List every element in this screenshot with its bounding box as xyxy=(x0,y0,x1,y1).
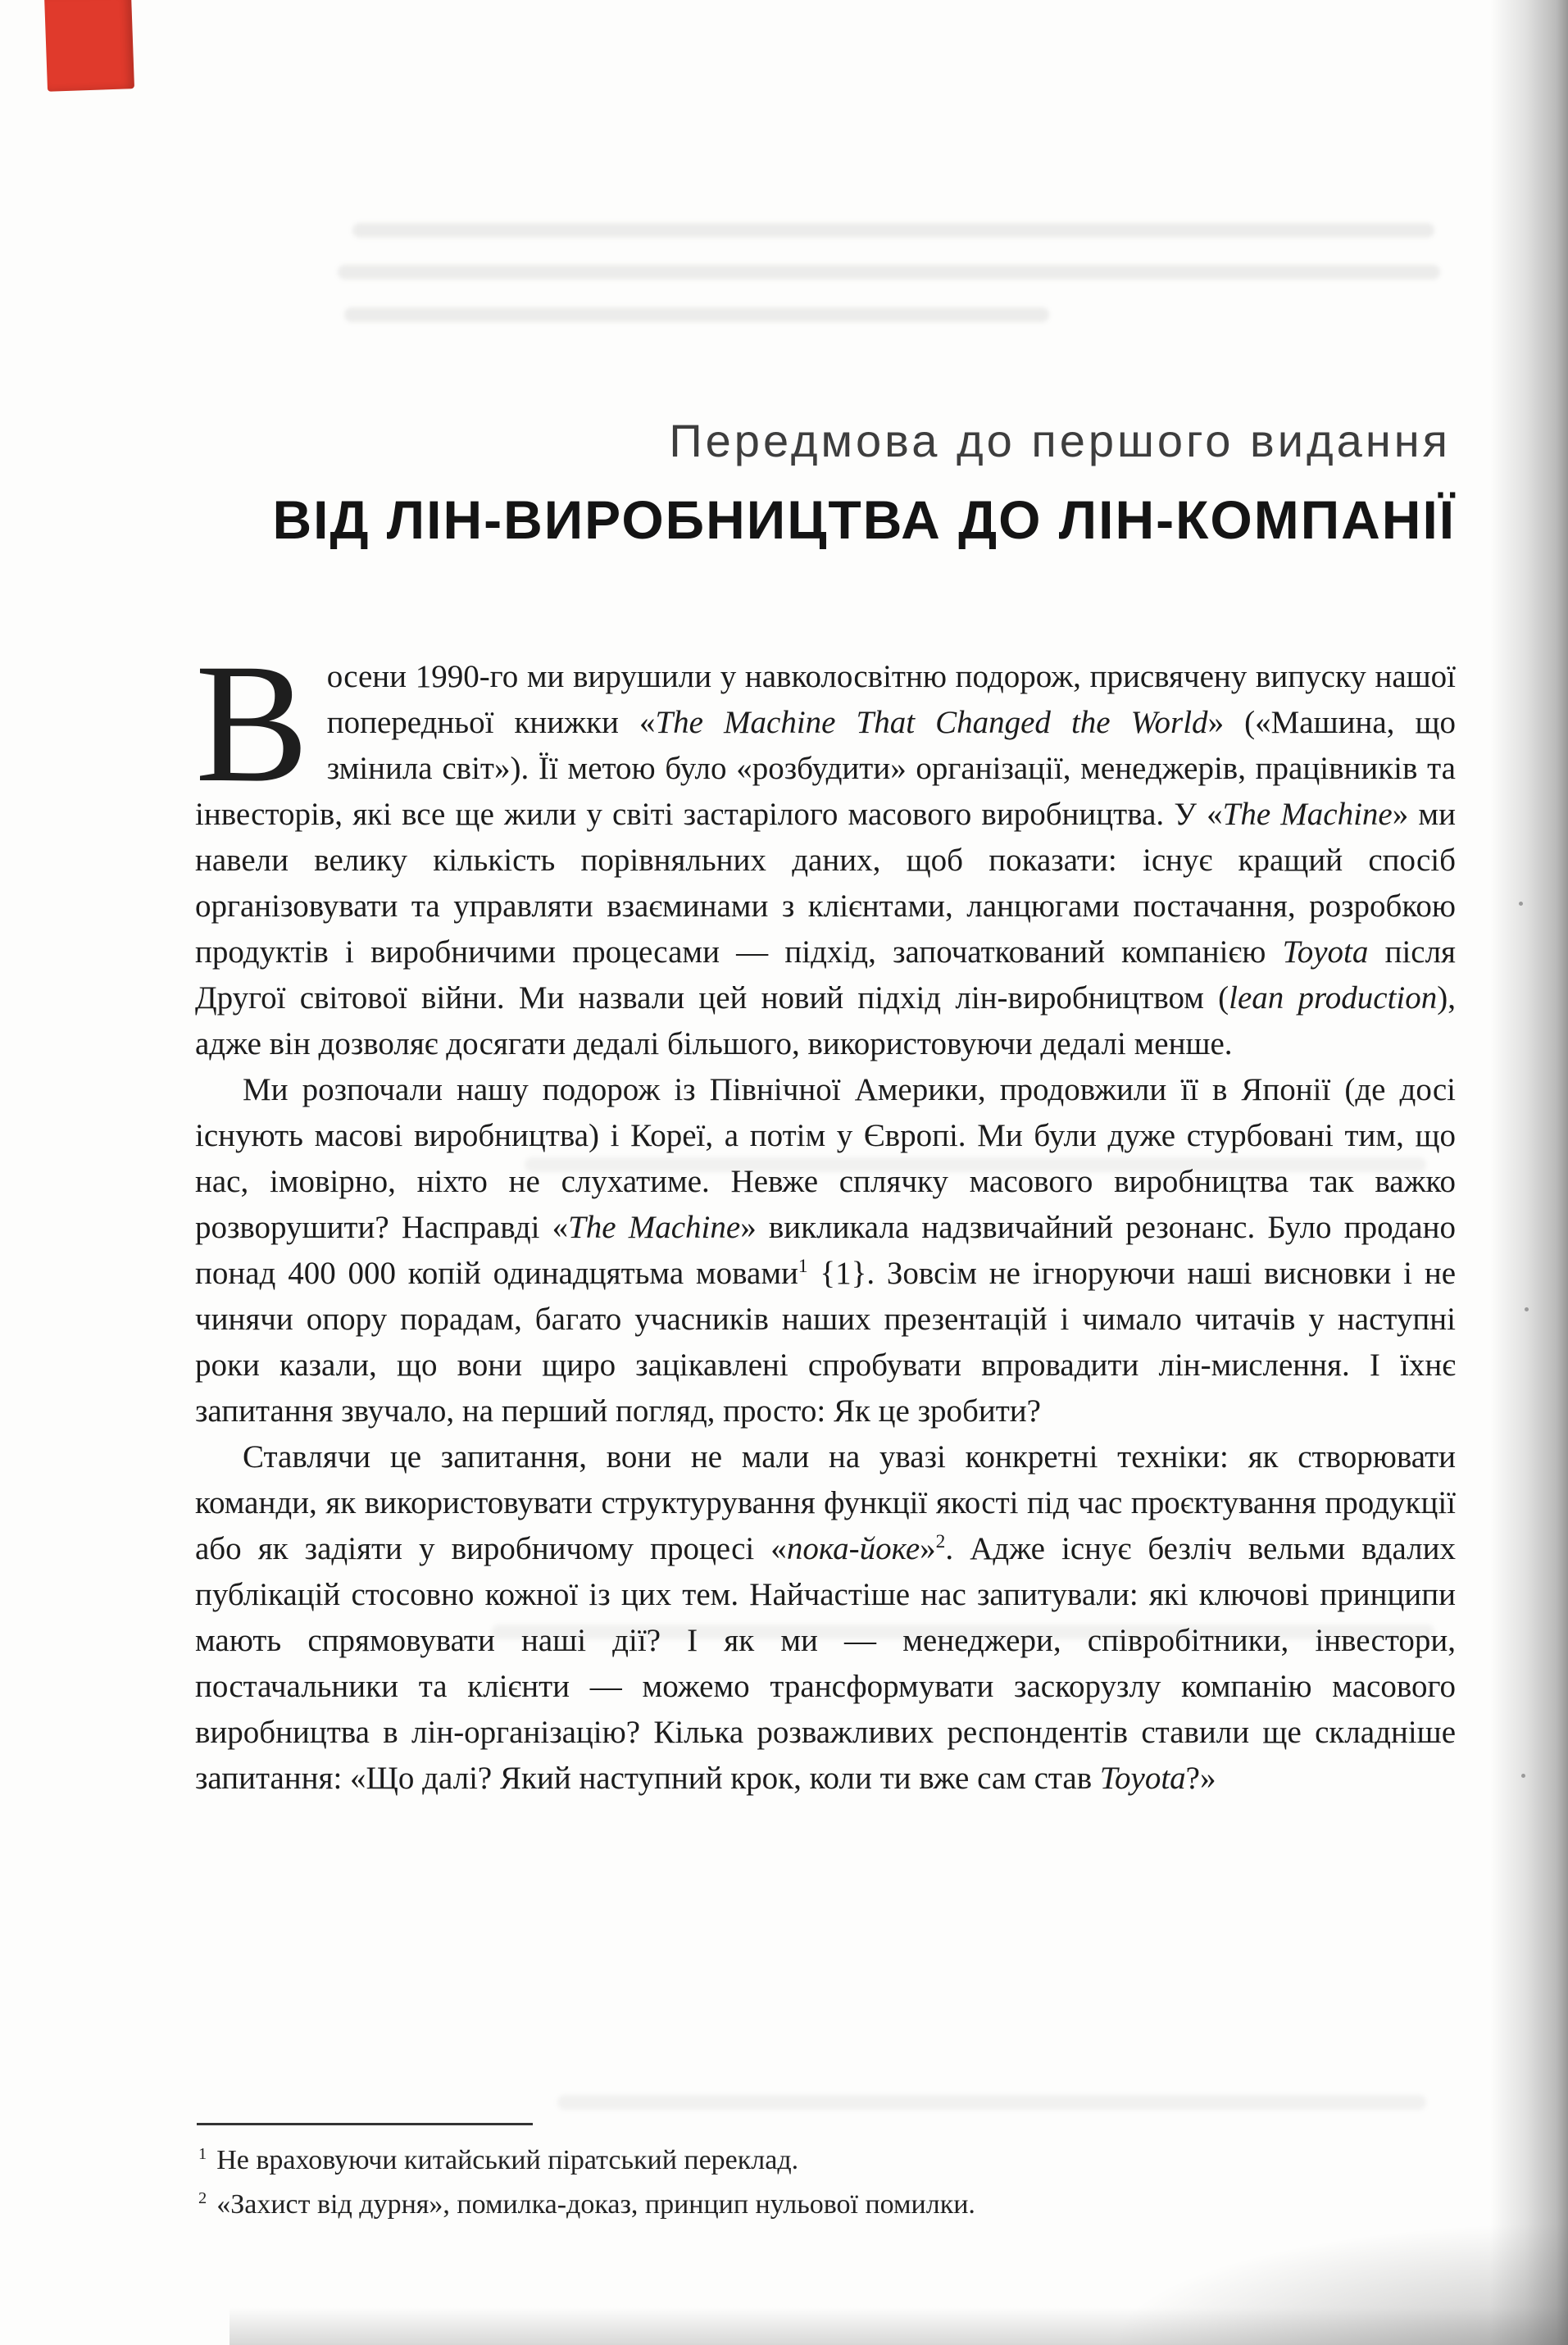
paragraph-2: Ми розпочали нашу подорож із Північної Америки, продовжили її в Японії (де досі існують масові виробництва) і Кореї, а потім у Європі. Ми були дуже стурбовані тим, що нас, імовірно, ніхто не слухатиме. Невже сплячку масового виробництва так важко розворушити? Насправді «The Machine» викликала надзвичайний резонанс. Було продано понад 400 000 копій одинадцятьма мовами$^1$ {1}. Зовсім не ігноруючи наші висновки і не чинячи опору порадам, багато учасників наших презентацій і чимало читачів у наступні роки казали, що вони щиро зацікавлені спробувати впровадити лін-мислення. І їхнє запитання звучало, на перший погляд, просто: Як це зробити? xyxy=(195,1072,1456,1429)
footnotes xyxy=(195,2123,1456,2227)
footnote-rule xyxy=(197,2123,533,2125)
footnote-1-marker: 1 xyxy=(198,2144,207,2163)
paragraph-1-text: осени 1990-го ми вирушили у навколосвітню подорож, присвячену випуску нашої попередньої книжки «The Machine That Changed the World» («Машина, що змінила світ»). Її метою було «розбудити» організації, менеджерів, працівників та інвесторів, які все ще жили у світі застарілого масового виробництва. У «The Machine» ми навели велику кількість порівняльних даних, щоб показати: існує кращий спосіб організовувати та управляти взаєминами з клієнтами, ланцюгами постачання, розробкою продуктів і виробничими процесами — підхід, започаткований компанією Toyota після Другої світової війни. Ми назвали цей новий підхід лін-виробництвом (lean production), адже він дозволяє досягати дедалі більшого, використовуючи дедалі менше. xyxy=(195,659,1457,1061)
page-corner-shadow xyxy=(1109,2222,1568,2345)
bleedthrough-line xyxy=(557,2095,1426,2110)
body-text xyxy=(195,629,1457,1802)
footnote-1-text: Не враховуючи китайський піратський переклад. xyxy=(216,2145,799,2175)
dropcap-letter: В xyxy=(195,629,309,817)
page-bottom-edge-shadow xyxy=(230,2307,1568,2345)
paragraph-1 xyxy=(195,629,1457,1067)
scan-speck xyxy=(1519,902,1523,906)
preface-kicker: Передмова до першого видання xyxy=(669,415,1451,466)
footnote-2-text: «Захист від дурня», помилка-доказ, принцип нульової помилки. xyxy=(216,2189,975,2220)
red-corner-mark xyxy=(44,0,134,92)
footnote-2-marker: 2 xyxy=(198,2188,207,2207)
page-content xyxy=(195,0,1456,1802)
page-right-edge-shadow xyxy=(1490,0,1568,2345)
scan-speck xyxy=(1525,1307,1529,1311)
footnote-1 xyxy=(195,2138,1456,2183)
paragraph-3: Ставлячи це запитання, вони не мали на увазі конкретні техніки: як створювати команди, як використовувати структурування функції якості під час проєктування продукції або як задіяти у виробничому процесі «пока-йоке»$^2$. Адже існує безліч вельми вдалих публікацій стосовно кожної із цих тем. Найчастіше нас запитували: які ключові принципи мають спрямовувати наші дії? І як ми — менеджери, співробітники, інвестори, постачальники та клієнти — можемо трансформувати заскорузлу компанію масового виробництва в лін-організацію? Кілька розважливих респондентів ставили ще складніше запитання: «Що далі? Який наступний крок, коли ти вже сам став Toyota?» xyxy=(195,1439,1456,1796)
chapter-title: ВІД ЛІН-ВИРОБНИЦТВА ДО ЛІН-КОМПАНІЇ xyxy=(272,489,1456,550)
footnote-2 xyxy=(195,2183,1456,2227)
scan-speck xyxy=(1521,1774,1525,1778)
